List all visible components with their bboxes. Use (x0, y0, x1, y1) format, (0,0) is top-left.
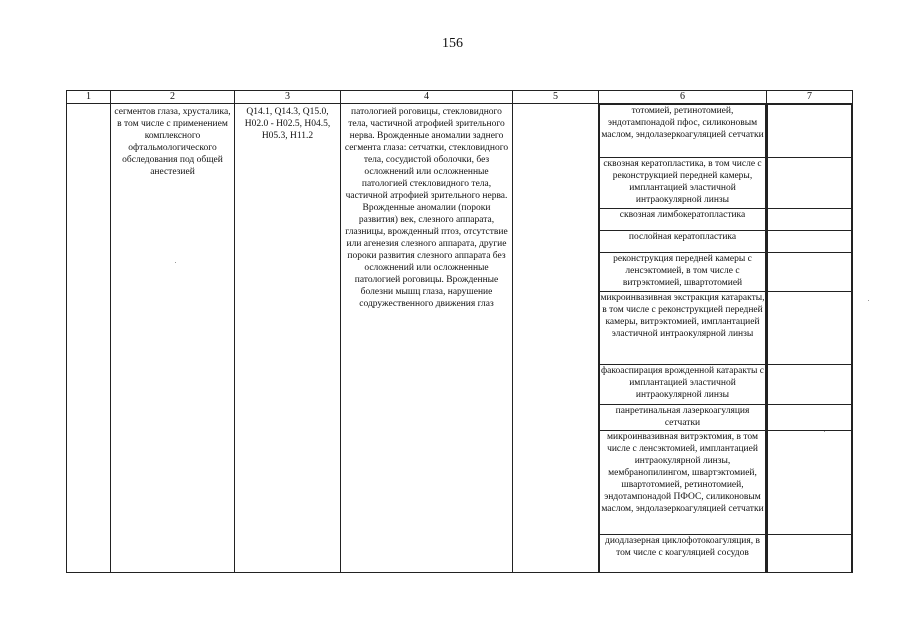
col7-item (768, 292, 852, 365)
column-header-1: 1 (67, 91, 111, 104)
method-item: тотомией, ретинотомией, эндотампонадой пфос, силиконовым маслом, эндолазеркоагуляцией сетчатки (600, 105, 766, 158)
table-container (66, 90, 852, 573)
method-item: микроинвазивная экстракция катаракты, в том числе с реконструкцией передней камеры, витрэктомией, имплантацией эластичной интраокулярной линзы (600, 292, 766, 365)
cell-diagnosis: патологией роговицы, стекловидного тела, частичной атрофией зрительного нерва. Врожденные аномалии заднего сегмента глаза: сетчатки, стекловидного тела, сосудистой оболочки, без осложнений или осложненные патологией стекловидного тела, частичной атрофией зрительного нерва. Врожденные аномалии (пороки развития) век, слезного аппарата, глазницы, врожденный птоз, отсутствие или агенезия слезного аппарата, другие пороки развития слезного аппарата без осложнений или осложненные патологией роговицы. Врожденные болезни мышц глаза, нарушение содружественного движения глаз (341, 104, 513, 573)
column-header-4: 4 (341, 91, 513, 104)
column-number-row (67, 91, 853, 104)
col7-item (768, 105, 852, 158)
col7-item (768, 365, 852, 405)
cell-icd-codes: Q14.1, Q14.3, Q15.0, H02.0 - H02.5, H04.5, H05.3, H11.2 (235, 104, 341, 573)
method-item: панретинальная лазеркоагуляция сетчатки (600, 405, 766, 431)
col7-item (768, 209, 852, 231)
col7-item (768, 158, 852, 209)
table-row (67, 104, 853, 573)
col7-list (767, 104, 852, 572)
col7-item (768, 231, 852, 253)
col7-item (768, 535, 852, 573)
column-header-5: 5 (513, 91, 599, 104)
col7-item (768, 431, 852, 535)
cell-treatment-type: сегментов глаза, хрусталика, в том числе с применением комплексного офтальмологического обследования под общей анестезией (111, 104, 235, 573)
column-header-3: 3 (235, 91, 341, 104)
cell-col5 (513, 104, 599, 573)
scan-speck (868, 300, 869, 301)
method-item: послойная кератопластика (600, 231, 766, 253)
column-header-2: 2 (111, 91, 235, 104)
scan-speck (175, 262, 176, 263)
method-item: реконструкция передней камеры с ленсэктомией, в том числе с витрэктомией, швартотомией (600, 253, 766, 292)
col7-item (768, 253, 852, 292)
cell-col7 (767, 104, 853, 573)
procedures-table (66, 90, 853, 573)
column-header-7: 7 (767, 91, 853, 104)
method-item: факоаспирация врожденной катаракты с имплантацией эластичной интраокулярной линзы (600, 365, 766, 405)
page-number: 156 (442, 36, 463, 51)
methods-list (599, 104, 766, 572)
scan-speck (824, 431, 825, 432)
column-header-6: 6 (599, 91, 767, 104)
cell-methods (599, 104, 767, 573)
method-item: сквозная лимбокератопластика (600, 209, 766, 231)
method-item: микроинвазивная витрэктомия, в том числе с ленсэктомией, имплантацией интраокулярной линзы, мембранопилингом, швартэктомией, швартотомией, ретинотомией, эндотампонадой ПФОС, силиконовым маслом, эндолазеркоагуляцией сетчатки (600, 431, 766, 535)
cell-col1 (67, 104, 111, 573)
method-item: диодлазерная циклофотокоагуляция, в том числе с коагуляцией сосудов (600, 535, 766, 573)
method-item: сквозная кератопластика, в том числе с реконструкцией передней камеры, имплантацией эластичной интраокулярной линзы (600, 158, 766, 209)
col7-item (768, 405, 852, 431)
